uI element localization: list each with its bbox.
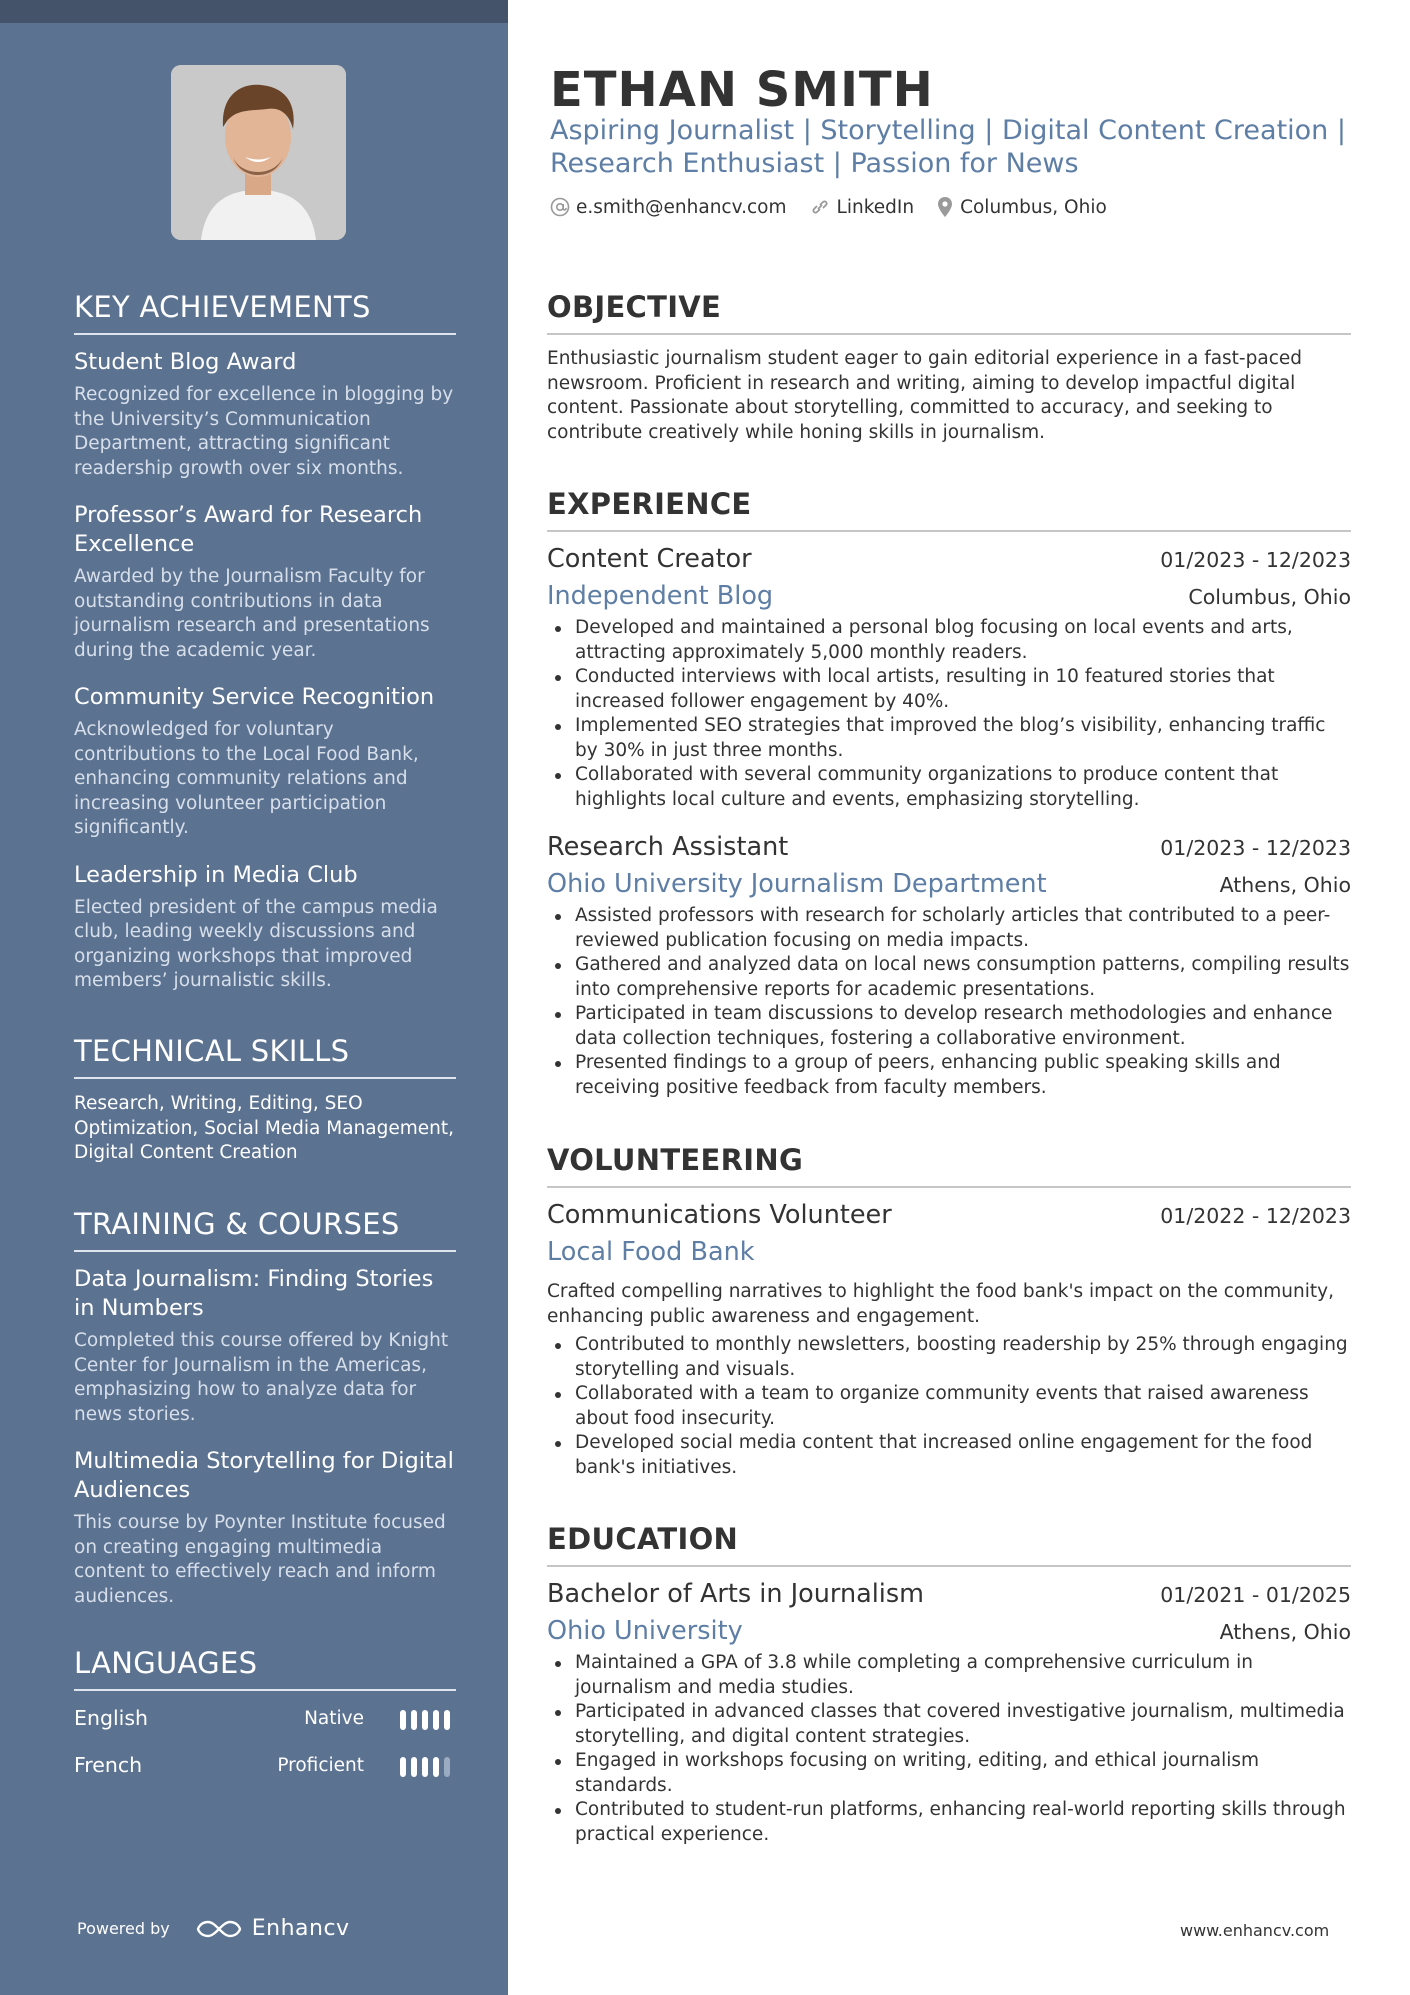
achievement-desc: Recognized for excellence in blogging by the University’s Communication Department, attracting significant readership growth over six months.	[74, 384, 454, 479]
degree-title: Bachelor of Arts in Journalism	[547, 1579, 925, 1609]
rating-bar	[433, 1757, 439, 1777]
profile-photo	[171, 65, 346, 240]
achievement-item	[74, 861, 456, 994]
rating-bar	[400, 1757, 406, 1777]
bullet-item: Contributed to student-run platforms, enhancing real-world reporting skills through practical experience.	[547, 1798, 1351, 1847]
volunteering-entry	[547, 1198, 1351, 1480]
job-title: Research Assistant	[547, 832, 789, 862]
course-desc: This course by Poynter Institute focused on creating engaging multimedia content to effectively reach and inform audiences.	[74, 1512, 446, 1607]
achievement-title: Leadership in Media Club	[74, 861, 358, 888]
bullet-item: Collaborated with a team to organize community events that raised awareness about food insecurity.	[547, 1382, 1351, 1431]
volunteering-title: VOLUNTEERING	[547, 1143, 1351, 1188]
bullet-item: Developed social media content that increased online engagement for the food bank's initiatives.	[547, 1431, 1351, 1480]
contact-bar	[550, 196, 1129, 218]
skills-title: TECHNICAL SKILLS	[74, 1034, 456, 1079]
course-title: Multimedia Storytelling for Digital Audiences	[74, 1448, 454, 1503]
education-dates: 01/2021 - 01/2025	[1160, 1583, 1351, 1607]
objective-title: OBJECTIVE	[547, 290, 1351, 335]
bullet-item: Participated in team discussions to develop research methodologies and enhance data collection techniques, fostering a collaborative environment.	[547, 1002, 1351, 1051]
footer-website-link[interactable]: www.enhancv.com	[1180, 1921, 1330, 1940]
sidebar	[0, 0, 508, 1995]
achievement-title: Student Blog Award	[74, 349, 297, 375]
course-title: Data Journalism: Finding Stories in Numbers	[74, 1266, 434, 1321]
job-bullets	[547, 616, 1351, 812]
skills-list: Research, Writing, Editing, SEO Optimization, Social Media Management, Digital Content Creation	[74, 1093, 455, 1163]
bullet-item: Presented findings to a group of peers, enhancing public speaking skills and receiving positive feedback from faculty members.	[547, 1051, 1351, 1100]
bullet-item: Conducted interviews with local artists, resulting in 10 featured stories that increased follower engagement by 40%.	[547, 665, 1351, 714]
bullet-item: Engaged in workshops focusing on writing, editing, and ethical journalism standards.	[547, 1749, 1351, 1798]
job-title: Content Creator	[547, 544, 752, 574]
language-rating	[400, 1710, 450, 1730]
training-title: TRAINING & COURSES	[74, 1207, 456, 1252]
course-desc: Completed this course offered by Knight Center for Journalism in the Americas, emphasizing how to analyze data for news stories.	[74, 1330, 449, 1425]
rating-bar	[422, 1757, 428, 1777]
email-contact[interactable]	[550, 197, 787, 218]
job-location: Columbus, Ohio	[1188, 585, 1351, 609]
job-location: Athens, Ohio	[1219, 873, 1351, 897]
languages-title: LANGUAGES	[74, 1646, 456, 1691]
linkedin-contact[interactable]	[809, 197, 915, 218]
language-rating	[400, 1757, 450, 1777]
linkedin-text: LinkedIn	[836, 196, 915, 218]
objective-text: Enthusiastic journalism student eager to gain editorial experience in a fast-paced newsroom. Proficient in research and writing, aiming to develop impactful digital content. Passionate about storytelling, committed to accuracy, and seeking to contribute creatively while honing skills in journalism.	[547, 348, 1302, 443]
bullet-item: Implemented SEO strategies that improved the blog’s visibility, enhancing traffic by 30% in just three months.	[547, 714, 1351, 763]
achievements-section	[74, 290, 456, 1014]
education-title: EDUCATION	[547, 1522, 1351, 1567]
school-name: Ohio University	[547, 1616, 743, 1646]
education-entry	[547, 1577, 1351, 1847]
skills-section	[74, 1034, 456, 1166]
rating-bar	[444, 1757, 450, 1777]
objective-section	[547, 290, 1351, 445]
volunteer-dates: 01/2022 - 12/2023	[1160, 1204, 1351, 1228]
experience-entry	[547, 542, 1351, 812]
achievement-title: Professor’s Award for Research Excellence	[74, 502, 423, 557]
bullet-item: Developed and maintained a personal blog focusing on local events and arts, attracting approximately 5,000 monthly readers.	[547, 616, 1351, 665]
education-bullets	[547, 1651, 1351, 1847]
achievement-desc: Acknowledged for voluntary contributions to the Local Food Bank, enhancing community relations and increasing volunteer participation significantly.	[74, 719, 419, 838]
candidate-name: ETHAN SMITH	[550, 62, 934, 118]
achievement-title: Community Service Recognition	[74, 684, 435, 710]
rating-bar	[411, 1757, 417, 1777]
language-name: English	[74, 1706, 149, 1730]
achievement-item	[74, 683, 456, 841]
at-sign-icon	[550, 197, 570, 217]
location-contact	[936, 196, 1107, 218]
enhancv-logo-link[interactable]	[196, 1916, 350, 1941]
bullet-item: Assisted professors with research for scholarly articles that contributed to a peer-reviewed publication focusing on media impacts.	[547, 904, 1351, 953]
rating-bar	[411, 1710, 417, 1730]
experience-section	[547, 487, 1351, 1118]
experience-title: EXPERIENCE	[547, 487, 1351, 532]
rating-bar	[400, 1710, 406, 1730]
language-row	[74, 1704, 456, 1751]
enhancv-logo-text: Enhancv	[251, 1916, 350, 1941]
volunteer-desc: Crafted compelling narratives to highlight the food bank's impact on the community, enhancing public awareness and engagement.	[547, 1281, 1334, 1327]
rating-bar	[444, 1710, 450, 1730]
bullet-item: Maintained a GPA of 3.8 while completing a comprehensive curriculum in journalism and media studies.	[547, 1651, 1351, 1700]
language-level: Native	[304, 1708, 364, 1729]
languages-section	[74, 1646, 456, 1798]
volunteering-section	[547, 1143, 1351, 1498]
sidebar-top-bar	[0, 0, 508, 23]
job-dates: 01/2023 - 12/2023	[1160, 836, 1351, 860]
bullet-item: Participated in advanced classes that covered investigative journalism, multimedia storytelling, and digital content strategies.	[547, 1700, 1351, 1749]
course-item	[74, 1265, 456, 1427]
job-dates: 01/2023 - 12/2023	[1160, 548, 1351, 572]
email-text: e.smith@enhancv.com	[576, 196, 787, 218]
enhancv-logo-icon	[196, 1918, 242, 1940]
achievement-desc: Awarded by the Journalism Faculty for outstanding contributions in data journalism research and presentations during the academic year.	[74, 566, 430, 661]
experience-entry	[547, 830, 1351, 1100]
achievements-title: KEY ACHIEVEMENTS	[74, 290, 456, 335]
powered-by	[77, 1916, 350, 1941]
bullet-item: Gathered and analyzed data on local news consumption patterns, compiling results into comprehensive reports for academic presentations.	[547, 953, 1351, 1002]
achievement-desc: Elected president of the campus media club, leading weekly discussions and organizing workshops that improved members’ journalistic skills.	[74, 896, 438, 991]
education-section	[547, 1522, 1351, 1865]
training-section	[74, 1207, 456, 1629]
company-name: Ohio University Journalism Department	[547, 869, 1047, 899]
volunteer-role: Communications Volunteer	[547, 1200, 892, 1230]
job-bullets	[547, 904, 1351, 1100]
language-level: Proficient	[277, 1755, 364, 1776]
course-item	[74, 1447, 456, 1609]
school-location: Athens, Ohio	[1219, 1620, 1351, 1644]
language-name: French	[74, 1753, 143, 1777]
language-row	[74, 1751, 456, 1798]
link-icon	[809, 197, 831, 217]
location-pin-icon	[936, 196, 954, 218]
company-name: Independent Blog	[547, 581, 774, 611]
volunteer-org: Local Food Bank	[547, 1237, 755, 1267]
rating-bar	[433, 1710, 439, 1730]
volunteer-bullets	[547, 1333, 1351, 1480]
achievement-item	[74, 501, 456, 663]
bullet-item: Collaborated with several community organizations to produce content that highlights local culture and events, emphasizing storytelling.	[547, 763, 1351, 812]
headline: Aspiring Journalist | Storytelling | Digital Content Creation | Research Enthusiast | Passion for News	[550, 115, 1346, 179]
achievement-item	[74, 348, 456, 481]
rating-bar	[422, 1710, 428, 1730]
powered-by-label: Powered by	[77, 1919, 170, 1938]
location-text: Columbus, Ohio	[960, 196, 1107, 218]
bullet-item: Contributed to monthly newsletters, boosting readership by 25% through engaging storytelling and visuals.	[547, 1333, 1351, 1382]
